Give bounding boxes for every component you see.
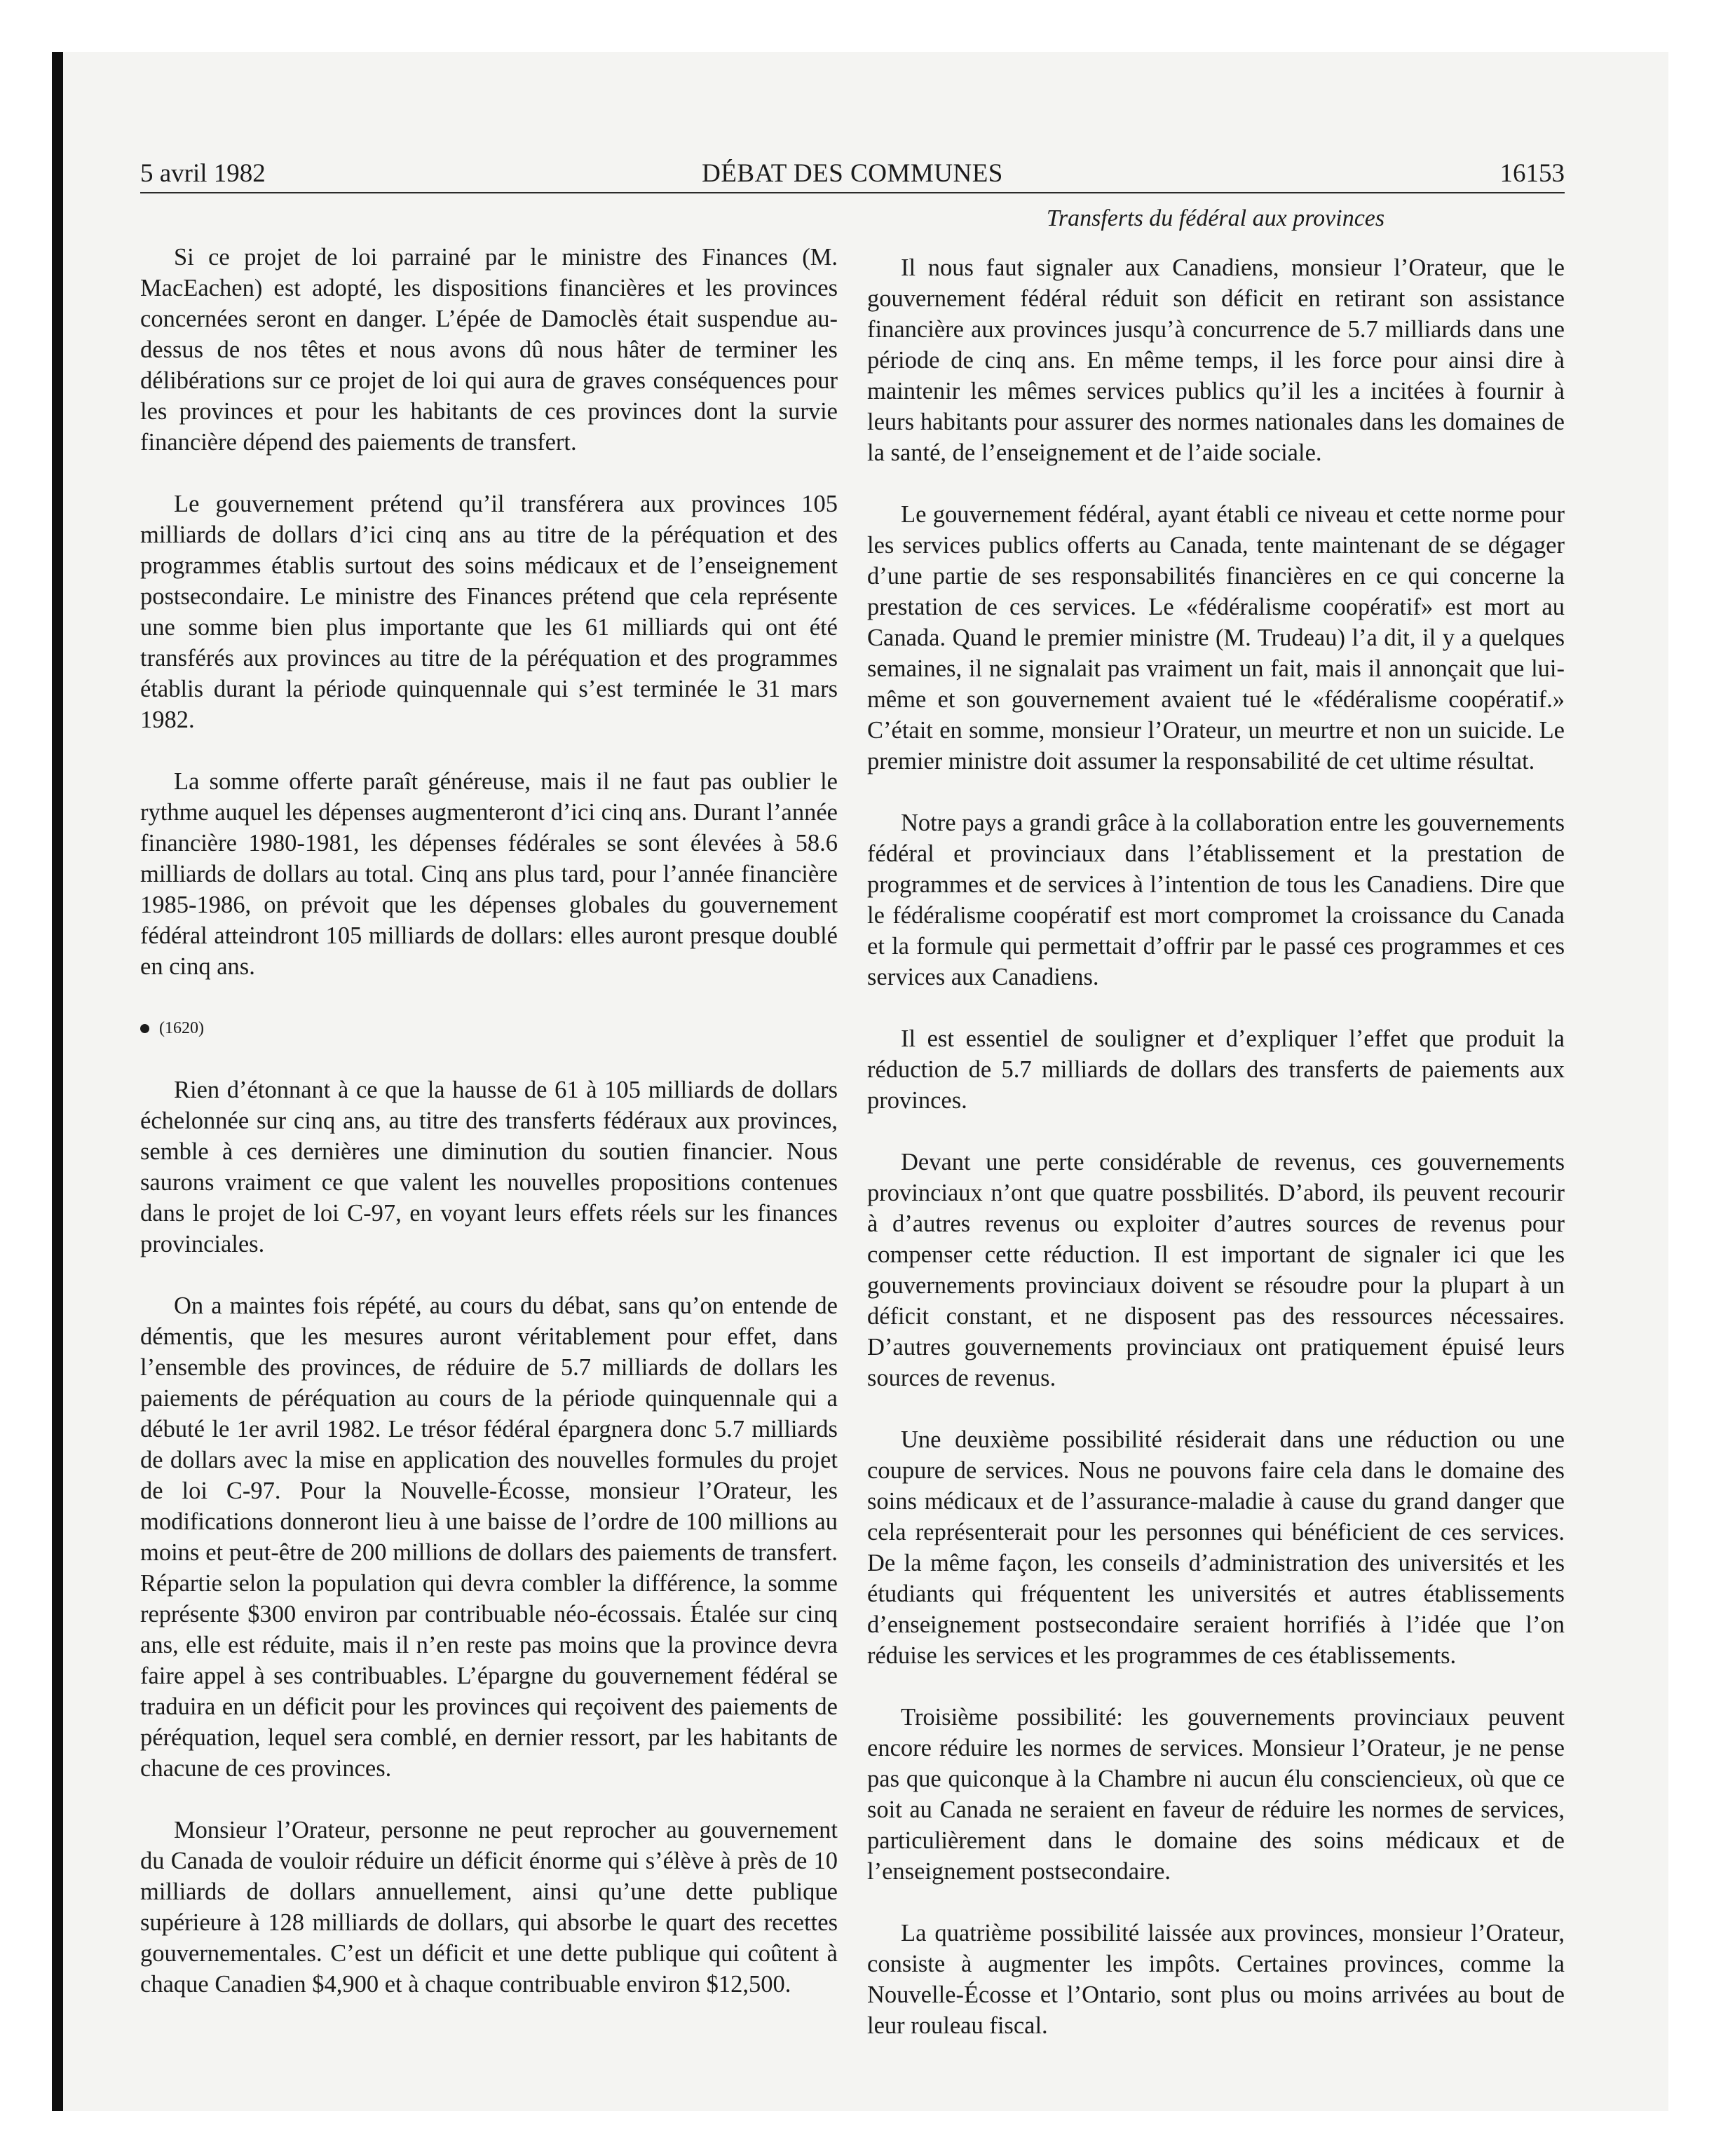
time-marker <box>140 1013 838 1044</box>
paragraph: Le gouvernement prétend qu’il transférera aux provinces 105 milliards de dollars d’ici cinq ans au titre de la péréquation et des programmes établis surtout des soins médicaux et de l’enseignement postsecondaire. Le ministre des Finances prétend que cela représente une somme bien plus importante que les 61 milliards qui ont été transférés aux provinces au titre de la péréquation et des programmes établis durant la période quinquennale qui s’est terminée le 31 mars 1982. <box>140 491 838 733</box>
header-title: DÉBAT DES COMMUNES <box>702 159 1003 188</box>
running-header <box>140 156 1565 193</box>
paragraph: Monsieur l’Orateur, personne ne peut reprocher au gouvernement du Canada de vouloir réduire un déficit énorme qui s’élève à près de 10 milliards de dollars annuellement, ainsi qu’une dette publique supérieure à 128 milliards de dollars, qui absorbe le quart des recettes gouvernementales. C’est un déficit et une dette publique qui coûtent à chaque Canadien $4,900 et à chaque contribuable environ $12,500. <box>140 1817 838 1998</box>
paragraph: Il nous faut signaler aux Canadiens, monsieur l’Orateur, que le gouvernement fédéral réduit son déficit en retirant son assistance financière aux provinces jusqu’à concurrence de 5.7 milliards dans une période de cinq ans. En même temps, il les force pour ainsi dire à maintenir les mêmes services publics qu’il les a incitées à fournir à leurs habitants pour assurer des normes nationales dans les domaines de la santé, de l’enseignement et de l’aide sociale. <box>867 254 1565 466</box>
scan-edge-bar <box>52 52 63 2111</box>
time-marker-label: (1620) <box>159 1019 204 1037</box>
paragraph: Devant une perte considérable de revenus, ces gouvernements provinciaux n’ont que quatre possbilités. D’abord, ils peuvent recourir à d’autres revenus ou exploiter d’autres sources de revenus pour compenser cette réduction. Il est important de signaler ici que les gouvernements provinciaux doivent se résoudre pour la plupart à un déficit constant, et ne disposent pas des ressources nécessaires. D’autres gouvernements provinciaux ont pratiquement épuisé leurs sources de revenus. <box>867 1149 1565 1391</box>
header-page-number: 16153 <box>1499 159 1565 188</box>
scan-margin <box>0 0 52 2156</box>
paragraph: Une deuxième possibilité résiderait dans une réduction ou une coupure de services. Nous ne pouvons faire cela dans le domaine des soins médicaux et de l’assurance-maladie à cause du grand danger que cela représenterait pour les personnes qui bénéficient de ces services. De la même façon, les conseils d’administration des universités et les étudiants qui fréquentent les universités et autres établissements d’enseignement postsecondaire seraient horrifiés à l’idée que l’on réduise les services et les programmes de ces établissements. <box>867 1426 1565 1669</box>
paragraph: La somme offerte paraît généreuse, mais il ne faut pas oublier le rythme auquel les dépenses augmenteront d’ici cinq ans. Durant l’année financière 1980-1981, les dépenses fédérales se sont élevées à 58.6 milliards de dollars au total. Cinq ans plus tard, pour l’année financière 1985-1986, on prévoit que les dépenses globales du gouvernement fédéral atteindront 105 milliards de dollars: elles auront presque doublé en cinq ans. <box>140 768 838 980</box>
paragraph: Notre pays a grandi grâce à la collaboration entre les gouvernements fédéral et provinciaux dans l’établissement et la prestation de programmes et de services à l’intention de tous les Canadiens. Dire que le fédéralisme coopératif est mort compromet la croissance du Canada et la formule qui permettait d’offrir par le passé ces programmes et ces services aux Canadiens. <box>867 810 1565 990</box>
paragraph: Le gouvernement fédéral, ayant établi ce niveau et cette norme pour les services publics offerts au Canada, tente maintenant de se dégager d’une partie de ses responsabilités financières en ce qui concerne la prestation de ces services. Le «fédéralisme coopératif» est mort au Canada. Quand le premier ministre (M. Trudeau) l’a dit, il y a quelques semaines, il ne signalait pas vraiment un fait, mais il annonçait que lui-même et son gouvernement avaient tué le «fédéralisme coopératif.» C’était en somme, monsieur l’Orateur, un meurtre et non un suicide. Le premier ministre doit assumer la responsabilité de cet ultime résultat. <box>867 501 1565 775</box>
right-column <box>867 252 1565 2072</box>
bullet-icon <box>140 1024 149 1033</box>
paragraph: Si ce projet de loi parrainé par le ministre des Finances (M. MacEachen) est adopté, les dispositions financières et les provinces concernées seront en danger. L’épée de Damoclès était suspendue au-dessus de nos têtes et nous avons dû nous hâter de terminer les délibérations sur ce projet de loi qui aura de graves conséquences pour les provinces et pour les habitants de ces provinces dont la survie financière dépend des paiements de transfert. <box>140 244 838 456</box>
paragraph: La quatrième possibilité laissée aux provinces, monsieur l’Orateur, consiste à augmenter les impôts. Certaines provinces, comme la Nouvelle-Écosse et l’Ontario, sont plus ou moins arrivées au bout de leur rouleau fiscal. <box>867 1920 1565 2039</box>
header-date: 5 avril 1982 <box>140 159 266 188</box>
paragraph: Troisième possibilité: les gouvernements provinciaux peuvent encore réduire les normes de services. Monsieur l’Orateur, je ne pense pas que quiconque à la Chambre ni aucun élu consciencieux, où que ce soit au Canada ne seraient en faveur de réduire les normes de services, particulièrement dans le domaine des soins médicaux et de l’enseignement postsecondaire. <box>867 1704 1565 1885</box>
paragraph: Rien d’étonnant à ce que la hausse de 61 à 105 milliards de dollars échelonnée sur cinq ans, au titre des transferts fédéraux aux provinces, semble à ces dernières une diminution du soutien financier. Nous saurons vraiment ce que valent les nouvelles propositions contenues dans le projet de loi C-97, en voyant leurs effets réels sur les finances provinciales. <box>140 1077 838 1257</box>
paragraph: On a maintes fois répété, au cours du débat, sans qu’on entende de démentis, que les mesures auront véritablement pour effet, dans l’ensemble des provinces, de réduire de 5.7 milliards de dollars les paiements de péréquation au cours de la période quinquennale qui a débuté le 1er avril 1982. Le trésor fédéral épargnera donc 5.7 milliards de dollars avec la mise en application des nouvelles formules du projet de loi C-97. Pour la Nouvelle-Écosse, monsieur l’Orateur, les modifications donneront lieu à une baisse de l’ordre de 100 millions au moins et peut-être de 200 millions de dollars des paiements de transfert. Répartie selon la population qui devra combler la différence, la somme représente $300 environ par contribuable néo-écossais. Étalée sur cinq ans, elle est réduite, mais il n’en reste pas moins que la province devra faire appel à ses contribuables. L’épargne du gouvernement fédéral se traduira en un déficit pour les provinces qui reçoivent des paiements de péréquation, lequel sera comblé, en dernier ressort, par les habitants de chacune de ces provinces. <box>140 1292 838 1782</box>
left-column <box>140 242 838 2031</box>
paragraph: Il est essentiel de souligner et d’expliquer l’effet que produit la réduction de 5.7 milliards de dollars des transferts de paiements aux provinces. <box>867 1025 1565 1114</box>
section-title: Transferts du fédéral aux provinces <box>1046 205 1385 231</box>
